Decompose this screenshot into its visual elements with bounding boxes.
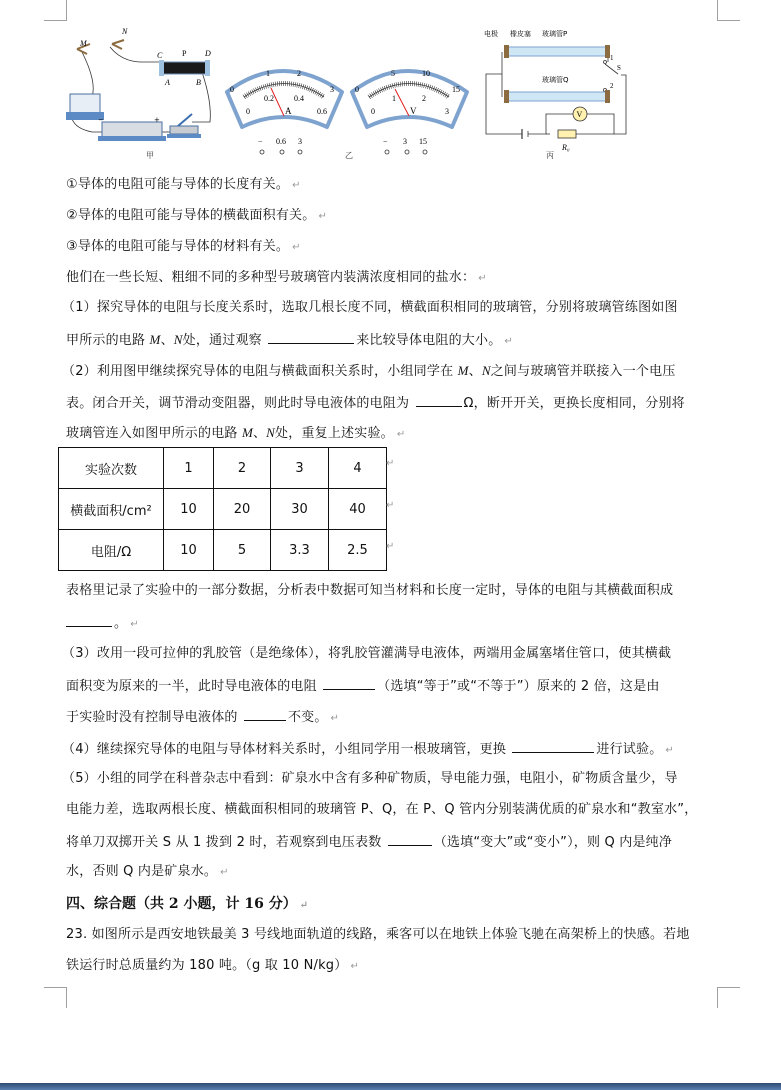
ammeter-terminal-minus: − [258,137,263,146]
q4-text-a: （4）继续探究导体的电阻与导体材料关系时，小组同学用一根玻璃管，更换 [62,742,511,757]
table-cell: 30 [271,489,329,530]
voltmeter-dial [352,69,467,154]
after-table-line1: 表格里记录了实验中的一部分数据，分析表中数据可知当材料和长度一定时，导体的电阻与其横截面积成 [66,583,674,598]
crop-mark-bottom-left [44,987,67,1008]
paragraph-mark: ↵ [130,619,139,630]
table-cell: 5 [214,530,271,571]
voltmeter-bottom-2: 2 [422,94,426,103]
voltmeter-top-15: 15 [452,85,460,94]
paragraph-mark: ↵ [665,745,675,756]
q1-line1: （1）探究导体的电阻与长度关系时，选取几根长度不同，横截面积相同的玻璃管，分别将玻璃管练图如图 [62,300,678,315]
figure-yi-meters [222,52,472,162]
sep: 、 [252,426,267,441]
label-stopper: 橡皮塞 [510,30,531,38]
q2-text-c: 表。闭合开关，调节滑动变阻器，则此时导电液体的电阻为 [66,396,414,411]
voltmeter-terminal-minus: − [383,137,388,146]
intro-line [66,270,487,287]
q2-line3 [66,425,405,443]
label-d: D [205,49,211,58]
q2-line2 [66,394,685,412]
voltmeter-symbol-label: V [576,110,583,119]
tube-p-icon [508,47,606,56]
paragraph-mark: ↵ [396,429,406,440]
ammeter-bottom-1: 0.2 [264,94,274,103]
voltmeter-terminal-3: 3 [403,137,407,146]
paragraph-mark: ↵ [292,180,301,191]
var-m: M [457,363,469,378]
q1-line2 [66,331,513,350]
table-cell: 2.5 [329,530,387,571]
figure-jia-circuit [62,22,222,162]
tube-q-icon [508,92,606,101]
label-electrode: 电极 [484,30,498,38]
q2-text-b: 之间与玻璃管并联接入一个电压 [490,364,676,379]
q5-text-c: 水，否则 Q 内是矿泉水。 [66,864,218,879]
label-switch-s: S [617,64,621,72]
q2-text-e: 玻璃管连入如图甲所示的电路 [66,426,242,441]
sep: 、 [468,364,482,379]
ammeter-bottom-3: 0.6 [317,107,327,116]
q5-text-a: 将单刀双掷开关 S 从 1 拨到 2 时，若观察到电压表数 [66,835,386,850]
voltmeter-top-0: 0 [355,85,359,94]
ammeter-terminal-3: 3 [298,137,302,146]
q5-line1: （5）小组的同学在科普杂志中看到：矿泉水中含有多种矿物质，导电能力强，电阻小，矿物质含量少，导 [62,771,678,786]
paragraph-mark: ↵ [299,900,309,911]
table-cell: 10 [164,489,214,530]
label-tube-q: 玻璃管Q [542,76,569,84]
q5-line4 [66,864,229,881]
q23-line2 [66,958,359,975]
after-table-answer-blank[interactable] [66,614,112,627]
paragraph-mark: ↵ [330,713,340,724]
q2-text-d: Ω，断开开关，更换长度相同，分别将 [463,396,685,411]
q1-text-c: 来比较导体电阻的大小。 [356,333,502,348]
q23-line1: 23. 如图所示是西安地铁最美 3 号线地面轨道的线路，乘客可以在地铁上体验飞驰在高架桥上的快感。若地 [66,927,690,942]
label-switch-pos2: 2 [610,82,614,90]
figure-bing-circuit [480,22,630,162]
ammeter-terminal-06: 0.6 [276,137,286,146]
table-header-cell: 电阻/Ω [59,530,164,571]
label-n: N [122,27,128,36]
figure-jia-label: 甲 [146,151,154,160]
label-plus: + [154,116,160,124]
q3-answer-blank-1[interactable] [323,677,375,690]
label-p: P [182,49,187,58]
q3-line3 [66,708,339,727]
q3-text-c: 于实验时没有控制导电液体的 [66,710,242,725]
table-header-cell: 横截面积/cm² [59,489,164,530]
table-cell: 40 [329,489,387,530]
q2-text-a: （2）利用图甲继续探究导体的电阻与横截面积关系时，小组同学在 [62,364,458,379]
figures-row [62,22,662,162]
voltmeter-unit: V [410,106,417,116]
table-cell: 10 [164,530,214,571]
sep: 、 [160,333,174,348]
label-minus: − [98,116,104,124]
rheostat-icon [162,62,207,74]
label-tube-p: 玻璃管P [542,30,568,38]
section-heading [66,893,308,913]
battery-icon [102,122,162,138]
ammeter-bottom-0: 0 [246,107,250,116]
paragraph-mark: ↵ [220,867,229,878]
after-table-text: 。 [114,616,128,631]
voltmeter-bottom-1: 1 [392,94,396,103]
table-cell: 3.3 [271,530,329,571]
q5-line2: 电能力差，选取两根长度、横截面积相同的玻璃管 P、Q，在 P、Q 管内分别装满优质的矿泉水和“教室水”， [66,802,698,817]
label-r0: R₀ [562,143,570,152]
paragraph-mark: ↵ [478,273,487,284]
hypothesis-3-text: ③导体的电阻可能与导体的材料有关。 [66,239,290,254]
q1-answer-blank[interactable] [268,331,354,344]
q3-line2 [66,677,660,695]
experiment-table [58,447,387,571]
label-a: A [165,78,170,87]
ammeter-top-2: 2 [297,69,301,78]
paragraph-mark: ↵ [350,961,360,972]
q5-text-b: （选填“变大”或“变小”），则 Q 内是纯净 [433,835,673,850]
table-row [59,489,387,530]
table-cell: 1 [164,448,214,489]
q4-text-b: 进行试验。 [596,742,663,757]
label-c: C [157,51,163,60]
table-cell: 20 [214,489,271,530]
voltmeter-top-10: 10 [422,69,430,78]
paragraph-mark: ↵ [386,500,395,511]
ammeter-dial [227,69,342,154]
ammeter-top-1: 1 [266,69,270,78]
q2-text-f: 处，重复上述实验。 [275,426,394,441]
paragraph-mark: ↵ [386,541,395,552]
q3-text-b: （选填“等于”或“不等于”）原来的 2 倍，这是由 [377,679,660,694]
var-m: M [149,332,161,347]
window-bottom-bar [0,1083,781,1090]
section-heading-text: 四、综合题（共 2 小题，计 16 分） [66,896,297,912]
ammeter-top-0: 0 [230,85,234,94]
hypothesis-1-text: ①导体的电阻可能与导体的长度有关。 [66,177,290,192]
var-n: N [266,425,276,440]
ammeter-top-3: 3 [330,85,334,94]
switch-icon [170,126,198,134]
clip-n-icon [112,40,124,49]
hypothesis-2-text: ②导体的电阻可能与导体的横截面积有关。 [66,208,316,223]
after-table-line2 [66,614,139,633]
hypothesis-1 [66,177,301,194]
q2-answer-blank[interactable] [416,394,462,407]
paragraph-mark: ↵ [318,211,328,222]
ammeter-bottom-2: 0.4 [294,94,304,103]
q5-answer-blank[interactable] [388,833,432,846]
table-row [59,530,387,571]
q3-answer-blank-2[interactable] [244,708,286,721]
label-b: B [196,78,201,87]
label-switch-pos1: 1 [610,54,614,62]
q2-line1 [62,363,676,380]
figure-bing-label: 丙 [546,151,554,160]
crop-mark-top-right [717,0,740,21]
q1-text-b: 处，通过观察 [182,333,267,348]
q5-line3 [66,833,672,851]
q3-line1: （3）改用一段可拉伸的乳胶管（是绝缘体），将乳胶管灌满导电液体，两端用金属塞堵住管口，使其横截 [62,646,672,661]
q4-line [62,740,674,759]
var-n: N [481,363,491,378]
intro-text: 他们在一些长短、粗细不同的多种型号玻璃管内装满浓度相同的盐水： [66,270,476,285]
table-header-cell: 实验次数 [59,448,164,489]
table-row [59,448,387,489]
paragraph-mark: ↵ [386,458,395,469]
voltmeter-bottom-0: 0 [371,107,375,116]
q4-answer-blank[interactable] [512,740,594,753]
crop-mark-top-left [44,0,67,21]
q23-text: 铁运行时总质量约为 180 吨。（g 取 10 N/kg） [66,958,348,973]
voltmeter-top-5: 5 [391,69,395,78]
paragraph-mark: ↵ [292,242,301,253]
crop-mark-bottom-right [717,987,740,1008]
q3-text-d: 不变。 [287,710,328,725]
q1-text-a: 甲所示的电路 [66,333,150,348]
var-m: M [241,425,253,440]
table-cell: 4 [329,448,387,489]
hypothesis-2 [66,208,327,225]
hypothesis-3 [66,239,301,256]
table-cell: 3 [271,448,329,489]
q3-text-a: 面积变为原来的一半，此时导电液体的电阻 [66,679,322,694]
figure-yi-label: 乙 [345,151,353,160]
label-m: M [80,39,87,48]
resistor-r0-icon [558,130,576,138]
voltmeter-terminal-15: 15 [419,137,427,146]
voltmeter-bottom-3: 3 [445,107,449,116]
table-cell: 2 [214,448,271,489]
paragraph-mark: ↵ [504,336,513,347]
ammeter-unit: A [285,106,292,116]
var-n: N [173,332,183,347]
